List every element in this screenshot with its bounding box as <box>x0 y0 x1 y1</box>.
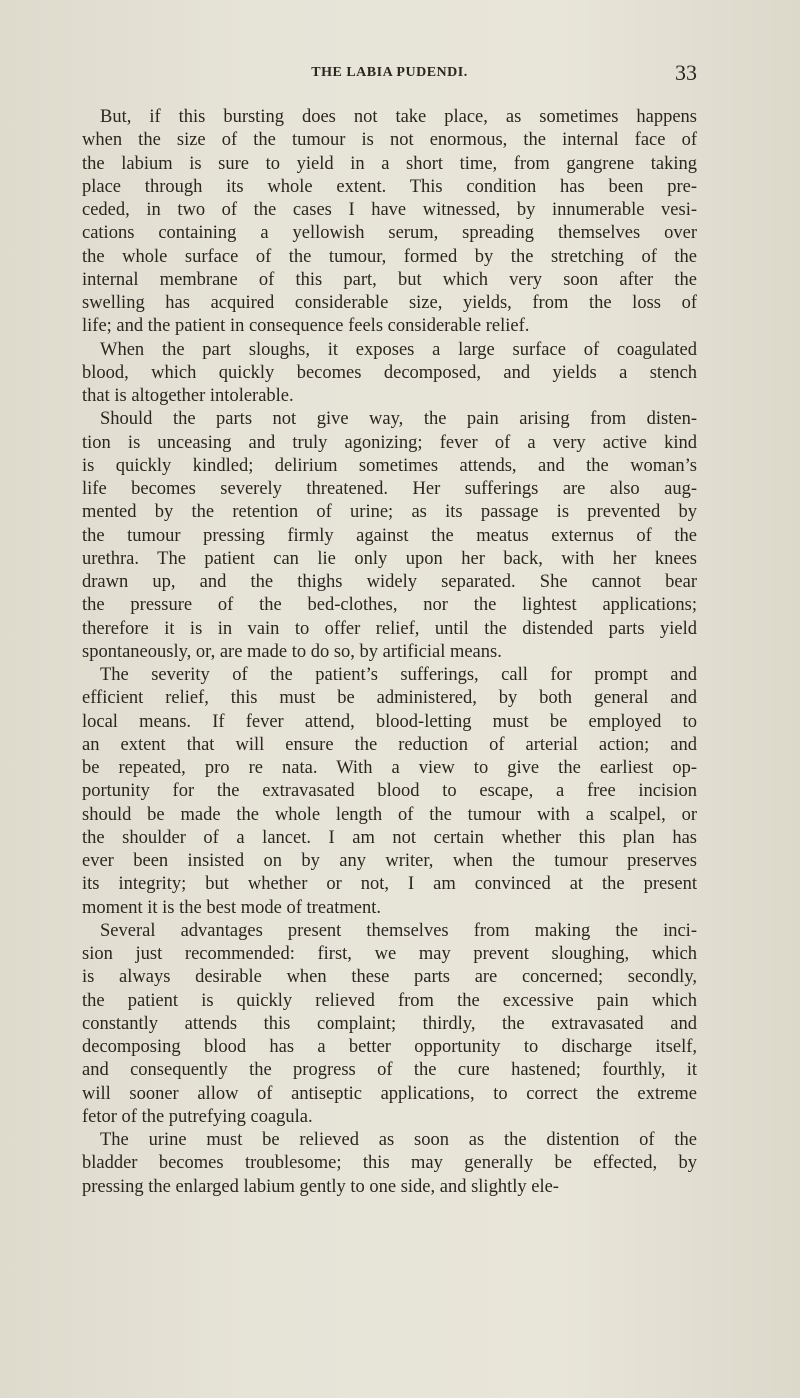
text-line: an extent that will ensure the reduction of arterial action; and <box>82 734 697 755</box>
paragraph <box>82 339 697 409</box>
text-line: ceded, in two of the cases I have witnessed, by innumerable vesi- <box>82 200 697 220</box>
text-line: the shoulder of a lancet. I am not certain whether this plan has <box>82 827 697 848</box>
text-line: cations containing a yellowish serum, spreading themselves over <box>82 223 697 244</box>
text-line: therefore it is in vain to offer relief, until the distended parts yield <box>82 618 697 639</box>
text-line: portunity for the extravasated blood to escape, a free incision <box>82 781 697 802</box>
text-line: be repeated, pro re nata. With a view to give the earliest op- <box>82 758 697 778</box>
text-line: When the part sloughs, it exposes a large surface of coagulated <box>100 339 697 360</box>
text-line: swelling has acquired considerable size, yields, from the loss of <box>82 293 697 313</box>
text-line: constantly attends this complaint; thirdly, the extravasated and <box>82 1013 697 1034</box>
text-line: the pressure of the bed-clothes, nor the lightest applications; <box>82 595 697 616</box>
text-line: local means. If fever attend, blood-letting must be employed to <box>82 711 697 732</box>
text-line: Should the parts not give way, the pain arising from disten- <box>100 409 697 430</box>
paragraph <box>82 106 697 339</box>
page-header <box>82 62 697 86</box>
paragraph <box>82 664 697 920</box>
text-line: the patient is quickly relieved from the excessive pain which <box>82 990 697 1011</box>
text-line: is always desirable when these parts are concerned; secondly, <box>82 967 697 988</box>
body-text <box>82 106 697 1199</box>
text-line: the tumour pressing firmly against the meatus externus of the <box>82 525 697 546</box>
text-line: place through its whole extent. This condition has been pre- <box>82 176 697 197</box>
text-line: should be made the whole length of the tumour with a scalpel, or <box>82 804 697 825</box>
text-line: pressing the enlarged labium gently to one side, and slightly ele- <box>82 1176 559 1197</box>
text-line: ever been insisted on by any writer, when the tumour preserves <box>82 851 697 871</box>
text-line: the whole surface of the tumour, formed by the stretching of the <box>82 246 697 267</box>
text-line: internal membrane of this part, but which very soon after the <box>82 269 697 290</box>
text-line: drawn up, and the thighs widely separated. She cannot bear <box>82 572 697 592</box>
text-line: mented by the retention of urine; as its passage is prevented by <box>82 502 697 523</box>
paragraph <box>82 920 697 1129</box>
text-line: life; and the patient in consequence feels considerable relief. <box>82 316 530 337</box>
paragraph <box>82 1129 697 1199</box>
text-line: moment it is the best mode of treatment. <box>82 897 382 918</box>
text-line: the labium is sure to yield in a short time, from gangrene taking <box>82 153 697 174</box>
text-line: But, if this bursting does not take place, as sometimes happens <box>100 107 697 127</box>
text-line: spontaneously, or, are made to do so, by artificial means. <box>82 641 502 662</box>
text-line: The severity of the patient’s sufferings, call for prompt and <box>100 665 697 685</box>
text-line: The urine must be relieved as soon as the distention of the <box>100 1130 697 1150</box>
text-line: bladder becomes troublesome; this may generally be effected, by <box>82 1153 697 1174</box>
text-line: urethra. The patient can lie only upon her back, with her knees <box>82 548 697 569</box>
text-line: when the size of the tumour is not enormous, the internal face of <box>82 130 697 151</box>
text-line: and consequently the progress of the cure hastened; fourthly, it <box>82 1060 697 1081</box>
text-line: that is altogether intolerable. <box>82 386 294 406</box>
paragraph <box>82 408 697 664</box>
text-line: decomposing blood has a better opportunity to discharge itself, <box>82 1037 697 1057</box>
text-line: blood, which quickly becomes decomposed, and yields a stench <box>82 362 697 383</box>
text-line: sion just recommended: first, we may prevent sloughing, which <box>82 944 697 964</box>
text-line: Several advantages present themselves from making the inci- <box>100 920 697 941</box>
text-line: tion is unceasing and truly agonizing; fever of a very active kind <box>82 432 697 453</box>
text-line: life becomes severely threatened. Her sufferings are also aug- <box>82 479 697 499</box>
text-line: is quickly kindled; delirium sometimes attends, and the woman’s <box>82 455 697 476</box>
text-line: its integrity; but whether or not, I am convinced at the present <box>82 874 697 895</box>
page-number: 33 <box>675 60 697 85</box>
running-title: THE LABIA PUDENDI. <box>311 65 468 80</box>
text-line: fetor of the putrefying coagula. <box>82 1106 313 1127</box>
text-line: efficient relief, this must be administered, by both general and <box>82 688 697 709</box>
text-line: will sooner allow of antiseptic applications, to correct the extreme <box>82 1083 697 1104</box>
